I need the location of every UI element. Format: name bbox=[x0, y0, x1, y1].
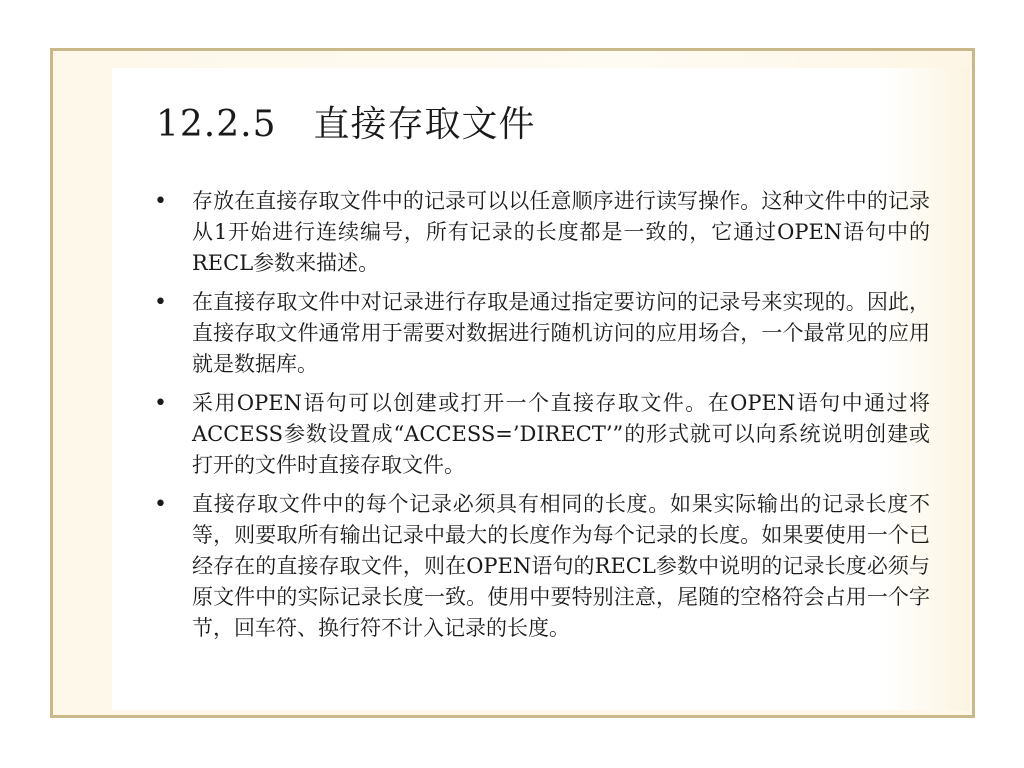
bullet-text: 直接存取文件中的每个记录必须具有相同的长度。如果实际输出的记录长度不等，则要取所有输出记录中最大的长度作为每个记录的长度。如果要使用一个已经存在的直接存取文件，则在OPEN语句的RECL参数中说明的记录长度必须与原文件中的实际记录长度一致。使用中要特别注意，尾随的空格符会占用一个字节，回车符、换行符不计入记录的长度。 bbox=[192, 492, 930, 640]
bullet-marker: • bbox=[154, 290, 167, 315]
bullet-list bbox=[150, 186, 930, 652]
slide-title: 12.2.5 直接存取文件 bbox=[156, 104, 536, 145]
bullet-text: 采用OPEN语句可以创建或打开一个直接存取文件。在OPEN语句中通过将ACCESS参数设置成“ACCESS=’DIRECT’”的形式就可以向系统说明创建或打开的文件时直接存取文件。 bbox=[192, 391, 930, 477]
bullet-marker: • bbox=[154, 391, 167, 416]
bullet-text: 在直接存取文件中对记录进行存取是通过指定要访问的记录号来实现的。因此，直接存取文件通常用于需要对数据进行随机访问的应用场合，一个最常见的应用就是数据库。 bbox=[192, 290, 930, 376]
bullet-item bbox=[150, 388, 930, 481]
bullet-marker: • bbox=[154, 492, 167, 517]
bullet-marker: • bbox=[154, 189, 167, 214]
bullet-text: 存放在直接存取文件中的记录可以以任意顺序进行读写操作。这种文件中的记录从1开始进行连续编号，所有记录的长度都是一致的，它通过OPEN语句中的RECL参数来描述。 bbox=[192, 189, 930, 275]
bullet-item bbox=[150, 186, 930, 279]
bullet-item bbox=[150, 287, 930, 380]
bullet-item bbox=[150, 489, 930, 644]
panel-top-band bbox=[112, 51, 972, 69]
